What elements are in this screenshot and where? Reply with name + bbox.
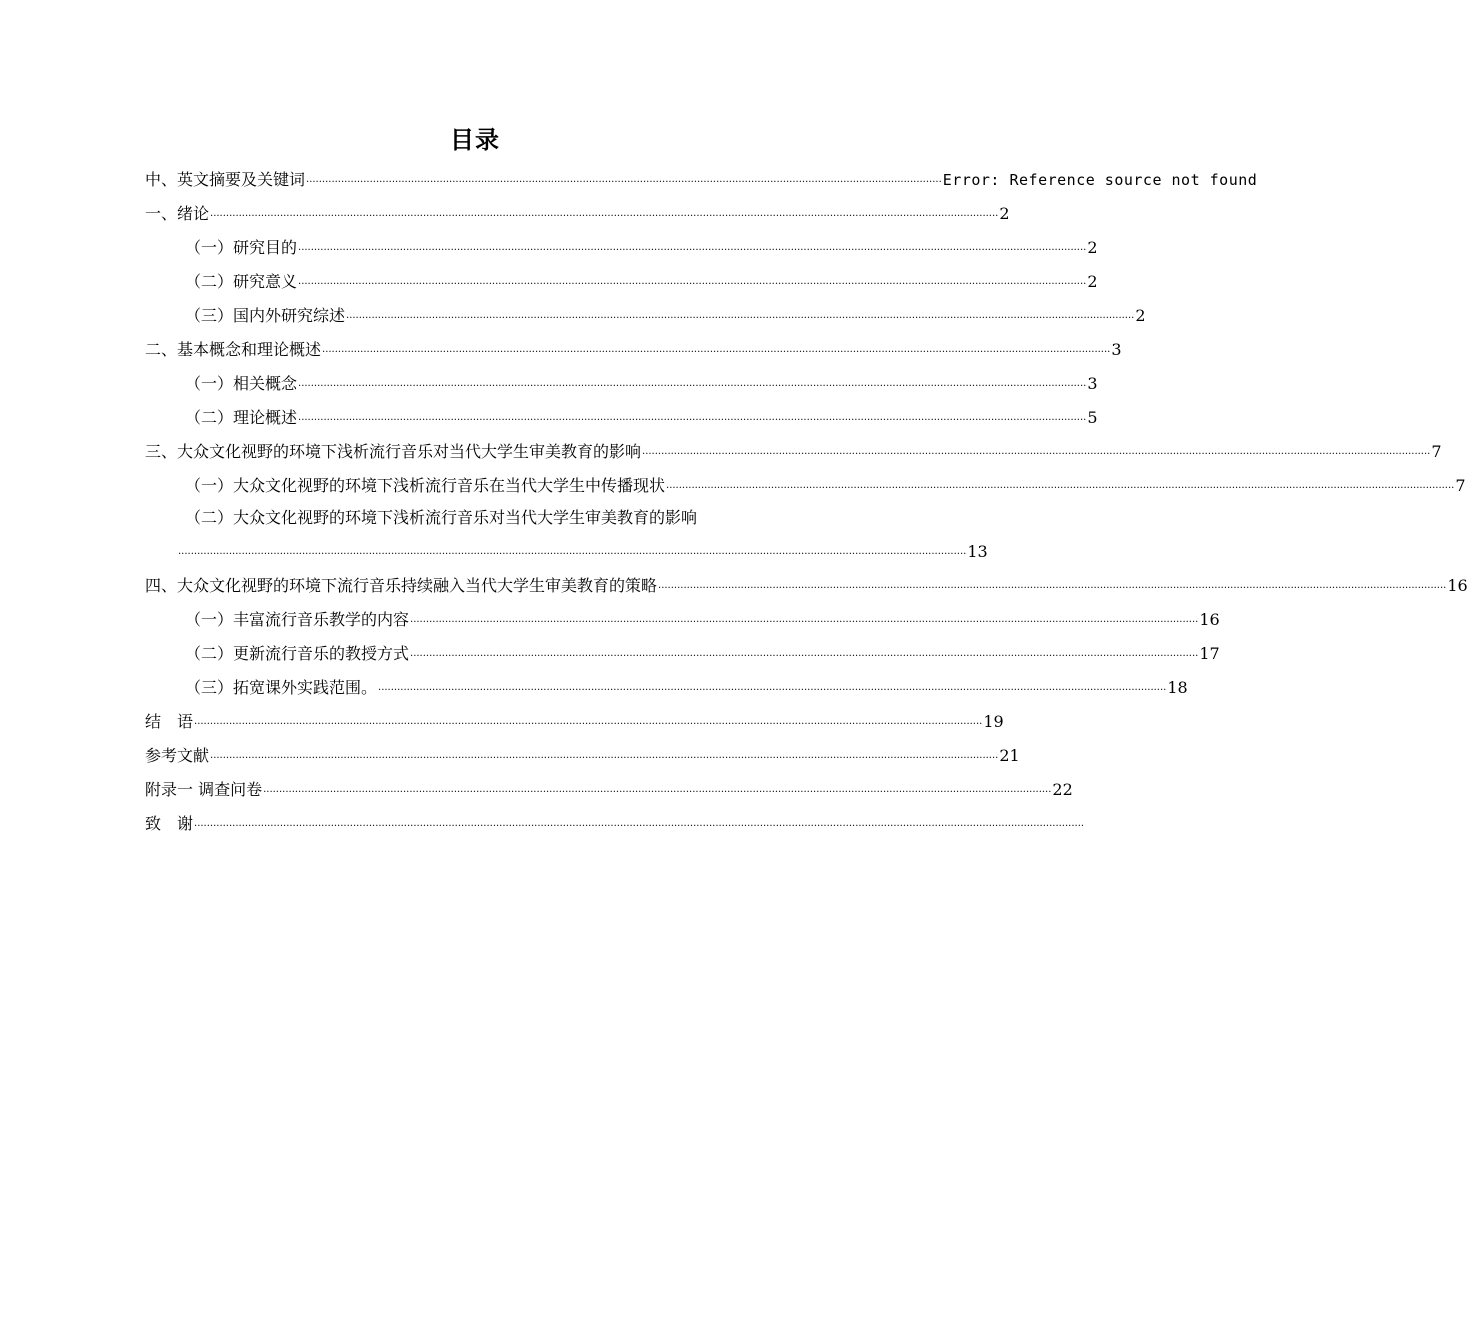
toc-entry-page: 21 bbox=[999, 746, 1020, 765]
toc-entry-1-2[interactable] bbox=[185, 271, 1098, 293]
toc-leader-dots: ........................................................................................................................................................................................................................................................ bbox=[298, 276, 1087, 287]
toc-leader-dots: ........................................................................................................................................................................................................................................................ bbox=[666, 480, 1455, 491]
toc-entry-4-3[interactable] bbox=[185, 677, 1188, 699]
toc-leader-dots: ........................................................................................................................................................................................................................................................ bbox=[410, 614, 1199, 625]
toc-leader-dots: ........................................................................................................................................................................................................................................................ bbox=[346, 310, 1135, 321]
toc-entry-label: （二）理论概述 bbox=[185, 408, 298, 427]
toc-entry-page: 13 bbox=[967, 542, 988, 561]
toc-leader-dots: ........................................................................................................................................................................................................................................................ bbox=[298, 242, 1087, 253]
toc-entry-4-1[interactable] bbox=[185, 609, 1220, 631]
toc-entry-label: （三）拓宽课外实践范围。 bbox=[185, 678, 378, 697]
toc-leader-dots: ........................................................................................................................................................................................................................................................ bbox=[410, 648, 1199, 659]
toc-entry-label: （三）国内外研究综述 bbox=[185, 306, 346, 325]
toc-entry-page: 2 bbox=[1087, 272, 1098, 291]
toc-leader-dots: ........................................................................................................................................................................................................................................................ bbox=[178, 546, 967, 557]
toc-entry-appendix[interactable] bbox=[145, 779, 1073, 801]
toc-entry-label: 附录一 调查问卷 bbox=[145, 780, 263, 799]
toc-entry-page: 2 bbox=[1135, 306, 1146, 325]
toc-entry-chapter-4[interactable] bbox=[145, 575, 1468, 597]
toc-entry-abstract[interactable] bbox=[145, 169, 1258, 191]
toc-entry-acknowledgements[interactable] bbox=[145, 813, 1085, 835]
toc-entry-label: 致 谢 bbox=[145, 814, 194, 833]
toc-entry-page: 7 bbox=[1455, 476, 1466, 495]
toc-entry-3-1[interactable] bbox=[185, 475, 1466, 497]
toc-entry-page: 22 bbox=[1052, 780, 1073, 799]
toc-leader-dots: ........................................................................................................................................................................................................................................................ bbox=[642, 446, 1431, 457]
toc-entry-label: （一）丰富流行音乐教学的内容 bbox=[185, 610, 410, 629]
toc-entry-chapter-2[interactable] bbox=[145, 339, 1122, 361]
toc-entry-page: 16 bbox=[1447, 576, 1468, 595]
toc-entry-label: 一、绪论 bbox=[145, 204, 210, 223]
toc-leader-dots: ........................................................................................................................................................................................................................................................ bbox=[194, 716, 983, 727]
toc-entry-page: 2 bbox=[999, 204, 1010, 223]
toc-title: 目录 bbox=[450, 126, 500, 154]
toc-leader-dots: ........................................................................................................................................................................................................................................................ bbox=[322, 344, 1111, 355]
toc-entry-label: （二）更新流行音乐的教授方式 bbox=[185, 644, 410, 663]
toc-entry-3-2[interactable] bbox=[185, 507, 805, 529]
toc-leader-dots: ........................................................................................................................................................................................................................................................ bbox=[298, 412, 1087, 423]
toc-leader-dots: ........................................................................................................................................................................................................................................................ bbox=[210, 208, 999, 219]
toc-entry-label: （二）大众文化视野的环境下浅析流行音乐对当代大学生审美教育的影响 bbox=[185, 508, 698, 527]
toc-entry-page: 17 bbox=[1199, 644, 1220, 663]
toc-entry-page: 16 bbox=[1199, 610, 1220, 629]
toc-entry-label: 结 语 bbox=[145, 712, 194, 731]
toc-entry-page: 2 bbox=[1087, 238, 1098, 257]
toc-entry-page: 19 bbox=[983, 712, 1004, 731]
toc-entry-label: 四、大众文化视野的环境下流行音乐持续融入当代大学生审美教育的策略 bbox=[145, 576, 658, 595]
toc-entry-chapter-3[interactable] bbox=[145, 441, 1442, 463]
toc-leader-dots: ........................................................................................................................................................................................................ bbox=[306, 174, 942, 185]
toc-entry-page: Error: Reference source not found bbox=[942, 171, 1258, 189]
toc-entry-label: 二、基本概念和理论概述 bbox=[145, 340, 322, 359]
toc-leader-dots: ........................................................................................................................................................................................................................................................ bbox=[378, 682, 1167, 693]
toc-entry-1-1[interactable] bbox=[185, 237, 1098, 259]
toc-entry-label: 中、英文摘要及关键词 bbox=[145, 170, 306, 189]
toc-entry-page: 7 bbox=[1431, 442, 1442, 461]
toc-leader-dots: ........................................................................................................................................................................................................................................................ bbox=[263, 784, 1052, 795]
toc-entry-3-2-continuation[interactable] bbox=[177, 541, 988, 563]
toc-entry-label: 参考文献 bbox=[145, 746, 210, 765]
toc-entry-2-2[interactable] bbox=[185, 407, 1098, 429]
toc-entry-label: （一）研究目的 bbox=[185, 238, 298, 257]
toc-entry-page: 5 bbox=[1087, 408, 1098, 427]
toc-leader-dots: ........................................................................................................................................................................................................................................................ bbox=[298, 378, 1087, 389]
toc-entry-page: 3 bbox=[1087, 374, 1098, 393]
toc-entry-label: （一）大众文化视野的环境下浅析流行音乐在当代大学生中传播现状 bbox=[185, 476, 666, 495]
toc-entry-label: （二）研究意义 bbox=[185, 272, 298, 291]
toc-entry-label: （一）相关概念 bbox=[185, 374, 298, 393]
toc-leader-dots: ........................................................................................................................................................................................................................................................ bbox=[210, 750, 999, 761]
toc-entry-page: 18 bbox=[1167, 678, 1188, 697]
toc-entry-page: 3 bbox=[1111, 340, 1122, 359]
toc-entry-chapter-1[interactable] bbox=[145, 203, 1010, 225]
toc-entry-2-1[interactable] bbox=[185, 373, 1098, 395]
toc-entry-references[interactable] bbox=[145, 745, 1020, 767]
toc-entry-label: 三、大众文化视野的环境下浅析流行音乐对当代大学生审美教育的影响 bbox=[145, 442, 642, 461]
toc-entry-conclusion[interactable] bbox=[145, 711, 1004, 733]
toc-entry-1-3[interactable] bbox=[185, 305, 1146, 327]
toc-leader-dots: ........................................................................................................................................................................................................................................................................................ bbox=[194, 818, 1085, 829]
toc-leader-dots: ........................................................................................................................................................................................................................................................ bbox=[658, 580, 1447, 591]
toc-entry-4-2[interactable] bbox=[185, 643, 1220, 665]
